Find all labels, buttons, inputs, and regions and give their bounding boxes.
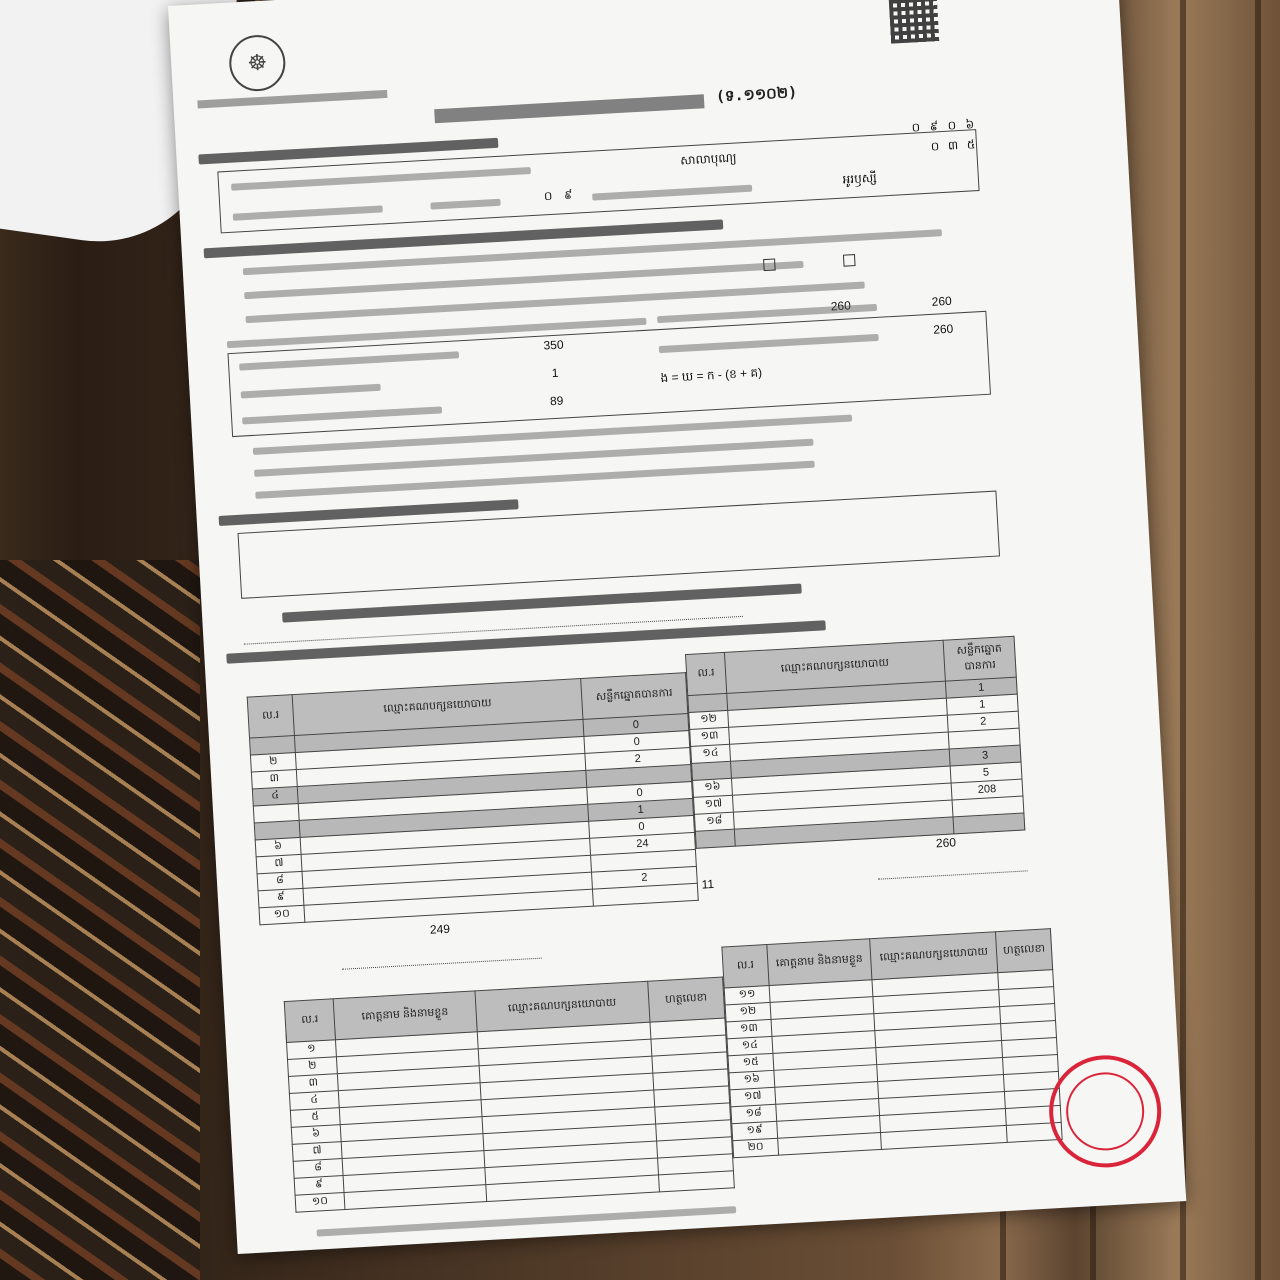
party-results-left-table: ល.រ ឈ្មោះគណបក្សនយោបាយ សន្លឹកឆ្នោតបានការ 0 ២ 0 ៣ 2 ៤ 0 1 ៦ 0 ៧ 24 ៨ ៩ 2 ១០: [247, 672, 699, 925]
stamp-emblem-icon: [1064, 1070, 1146, 1152]
voters-on-list: 260: [830, 298, 852, 314]
wood-plank-seam: [1255, 0, 1261, 1280]
form-code: (ទ.១១០២): [715, 83, 798, 106]
election-form-sheet: [168, 0, 1186, 1254]
village-name: អូរឫស្សី: [842, 170, 878, 187]
checkbox-yes[interactable]: [763, 259, 776, 272]
complaints-box: [238, 491, 1000, 599]
witness-right-table: ល.រ គោត្តនាម និងនាមខ្លួន ឈ្មោះគណបក្សនយោបាយ ហត្ថលេខា ១១ ១២ ១៣ ១៤ ១៥ ១៦ ១៧ ១៨ ១៩ ២០: [721, 928, 1062, 1158]
valid-ballots-total: 249: [429, 921, 451, 937]
station-identification-box: សាលាបុណ្យ ០ ៩ អូរឫស្សី ០ ៩ ០ ៦ ០ ៣ ៥: [217, 129, 979, 233]
checkbox-no[interactable]: [843, 254, 856, 267]
station-name: សាលាបុណ្យ: [679, 150, 737, 168]
witness-left-table: ល.រ គោត្តនាម និងនាមខ្លួន ឈ្មោះគណបក្សនយោបាយ ហត្ថលេខា ១ ២ ៣ ៤ ៥ ៦ ៧ ៨ ៩ ១០: [284, 977, 735, 1213]
formula: ង = ឃ = ក - (ខ + គ): [660, 365, 763, 386]
organization-name: [197, 90, 387, 109]
party-results-right-table: ល.រ ឈ្មោះគណបក្សនយោបាយ សន្លឹកឆ្នោតបានការ 1 ១២ 1 ១៣ 2 ១៤ 3 ១៦ 5 ១៧ 208 ១៨: [685, 636, 1025, 849]
nec-logo-icon: ☸: [228, 34, 287, 93]
official-stamp: [1046, 1052, 1164, 1170]
ballot-count-box: [227, 293, 991, 437]
cloth-background-left: [0, 560, 200, 1280]
qr-code-icon: [889, 0, 940, 44]
invalid-ballots-total: 11: [701, 876, 715, 892]
voters-who-voted: 260: [931, 293, 953, 309]
ballots-spoiled: 1: [551, 365, 559, 381]
ballots-in-box-total: 260: [935, 835, 957, 851]
ballots-in-box: 260: [932, 321, 954, 337]
ballots-received: 350: [543, 337, 564, 353]
ballots-unused: 89: [549, 393, 564, 409]
form-title: [434, 94, 704, 123]
wood-plank-seam: [1180, 0, 1186, 1280]
